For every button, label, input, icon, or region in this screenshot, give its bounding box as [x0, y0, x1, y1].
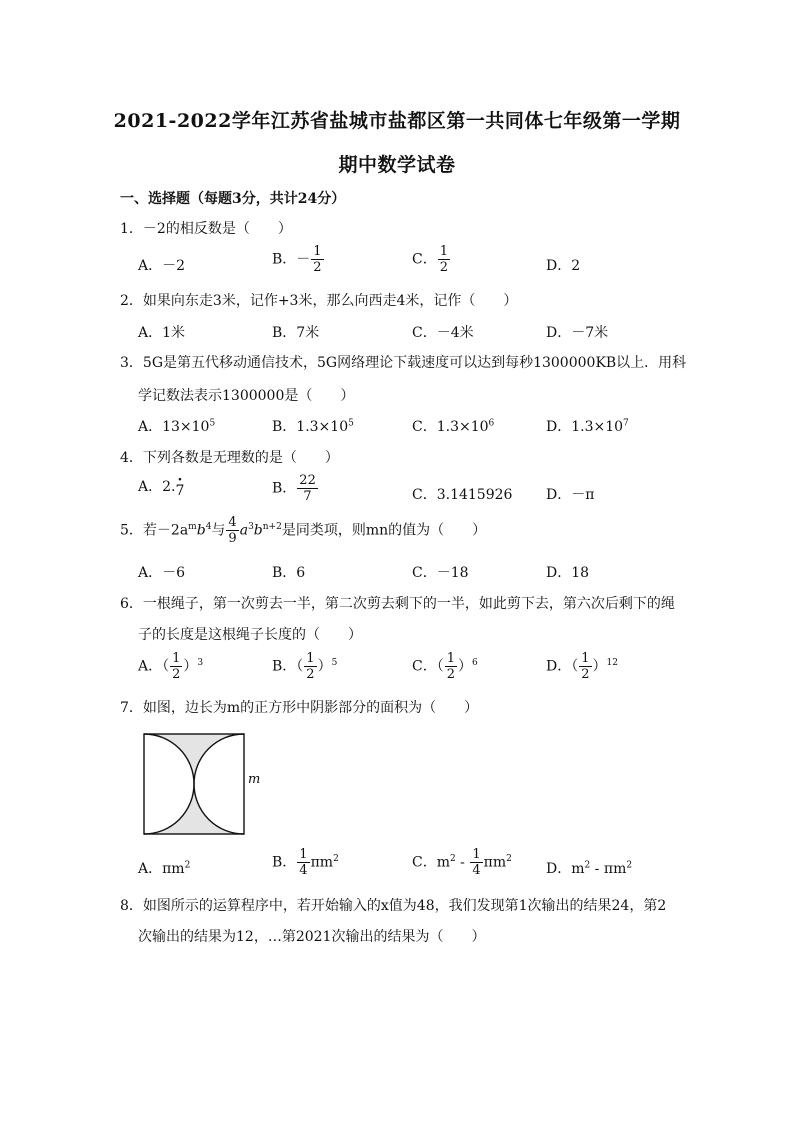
q5-sup-m: m — [188, 521, 197, 532]
q7-d-exp1: 2 — [584, 860, 591, 871]
q6-d-exp: 12 — [606, 657, 618, 668]
q6-b-den: 2 — [306, 667, 315, 682]
q5-var-b2: b — [253, 522, 263, 539]
q3-option-c — [412, 416, 494, 436]
q6-a-num: 1 — [172, 651, 181, 666]
section-heading: 一、选择题（每题3分，共计24分） — [120, 191, 346, 207]
q1-b-prefix: B．－ — [272, 251, 311, 268]
q4-a-digit: 7 — [175, 483, 185, 500]
q1-b-fraction — [311, 245, 323, 274]
q7-b-prefix: B． — [272, 854, 297, 871]
q7-c-exp1: 2 — [450, 853, 456, 864]
q3-option-a — [138, 416, 215, 436]
q6-a-close: ） — [183, 658, 198, 675]
q3-c-exp: 6 — [488, 418, 495, 429]
q2-option-d: D．－7米 — [546, 325, 609, 341]
q5-sup-n2: n+2 — [262, 521, 282, 532]
q6-b-exp: 5 — [331, 657, 338, 668]
q1-option-a: A．－2 — [138, 258, 186, 274]
q6-a-exp: 3 — [197, 657, 204, 668]
repeating-dot: · — [177, 472, 183, 488]
q1-b-num: 1 — [313, 244, 322, 259]
q6-c-den: 2 — [446, 667, 455, 682]
q6-c-open: C．（ — [412, 658, 444, 675]
q5-option-a: A．－6 — [138, 565, 186, 581]
q6-b-num: 1 — [306, 651, 315, 666]
q5-sup-3: 3 — [248, 521, 254, 532]
q7-option-d — [546, 858, 632, 878]
q1-option-d: D．2 — [546, 258, 581, 274]
q2-option-c: C．－4米 — [412, 325, 474, 341]
q6-a-open: A．（ — [138, 658, 170, 675]
q7-b-den: 4 — [299, 863, 308, 878]
q1-option-b — [272, 245, 325, 274]
q7-c-prefix: C．m — [412, 854, 450, 871]
q1-c-fraction — [438, 245, 450, 274]
q3-b-base: B．1.3×10 — [272, 419, 349, 435]
q7-b-num: 1 — [299, 847, 308, 862]
q6-option-b — [272, 652, 337, 681]
q2-option-b: B．7米 — [272, 325, 320, 341]
q7-option-a — [138, 858, 190, 878]
q4-option-c: C．3.1415926 — [412, 487, 513, 503]
q3-b-exp: 5 — [348, 418, 354, 429]
question-3-stem-line2: 学记数法表示1300000是（ ） — [138, 388, 355, 404]
q6-option-c — [412, 652, 478, 681]
q5-frac-den: 9 — [228, 531, 237, 546]
q3-option-d — [546, 416, 629, 436]
q6-c-fraction — [445, 652, 457, 681]
q7-a-text: A．πm — [138, 861, 185, 877]
q6-d-fraction — [579, 652, 591, 681]
q5-var-b: b — [196, 522, 206, 539]
q7-c-exp2: 2 — [506, 853, 512, 864]
q6-c-num: 1 — [446, 651, 455, 666]
q6-d-num: 1 — [581, 651, 590, 666]
q3-d-base: D．1.3×10 — [546, 419, 624, 435]
q6-c-close: ） — [458, 658, 472, 675]
q5-option-c: C．－18 — [412, 565, 469, 581]
q7-a-exp: 2 — [184, 860, 191, 871]
q5-with: 与 — [211, 522, 226, 539]
q5-option-b: B．6 — [272, 565, 306, 581]
q7-option-b — [272, 848, 339, 877]
q4-option-b — [272, 474, 319, 503]
q6-b-fraction — [304, 652, 316, 681]
q7-c-fraction — [470, 848, 482, 877]
q1-c-num: 1 — [439, 244, 448, 259]
q4-b-den: 7 — [303, 489, 312, 504]
q6-option-d — [546, 652, 618, 681]
q4-a-repeating-digit — [175, 472, 185, 500]
q3-d-exp: 7 — [623, 418, 629, 429]
question-4-stem: 4．下列各数是无理数的是（ ） — [120, 450, 339, 466]
q5-var-a: a — [239, 522, 249, 539]
q7-b-suffix: πm — [310, 854, 334, 871]
question-2-stem: 2．如果向东走3米，记作+3米，那么向西走4米，记作（ ） — [120, 293, 518, 309]
q7-c-num: 1 — [472, 847, 481, 862]
q4-b-fraction — [297, 474, 318, 503]
question-1-stem: 1．－2的相反数是（ ） — [120, 221, 292, 237]
q5-frac-num: 4 — [228, 515, 237, 530]
q3-option-b — [272, 416, 354, 436]
q6-d-close: ） — [592, 658, 607, 675]
q4-option-a — [138, 472, 185, 500]
question-6-stem-line1: 6．一根绳子，第一次剪去一半，第二次剪去剩下的一半，如此剪下去，第六次后剩下的绳 — [120, 596, 675, 612]
q1-option-c — [412, 245, 451, 274]
q6-d-open: D．（ — [546, 658, 579, 675]
q6-c-exp: 6 — [472, 657, 478, 668]
exam-title-line2: 期中数学试卷 — [338, 154, 456, 176]
q6-b-close: ） — [317, 658, 332, 675]
question-3-stem-line1: 3．5G是第五代移动通信技术，5G网络理论下载速度可以达到每秒1300000KB以上．用科 — [120, 355, 687, 371]
q1-c-den: 2 — [439, 260, 448, 275]
question-8-stem-line2: 次输出的结果为12，…第2021次输出的结果为（ ） — [138, 929, 486, 945]
q4-b-prefix: B． — [272, 480, 297, 497]
q7-c-den: 4 — [472, 863, 481, 878]
q4-a-prefix: A．2. — [138, 479, 176, 496]
q7-c-suffix: πm — [483, 854, 507, 871]
q5-option-d: D．18 — [546, 565, 590, 581]
q4-option-d: D．－π — [546, 487, 595, 503]
q6-a-fraction — [170, 652, 182, 681]
q6-a-den: 2 — [172, 667, 181, 682]
q7-d-prefix: D．m — [546, 861, 585, 877]
q3-c-base: C．1.3×10 — [412, 419, 489, 435]
q7-d-suffix: - πm — [590, 861, 627, 877]
q6-b-open: B．（ — [272, 658, 304, 675]
question-7-stem: 7．如图，边长为m的正方形中阴影部分的面积为（ ） — [120, 700, 479, 716]
q2-option-a: A．1米 — [138, 325, 186, 341]
q7-d-exp2: 2 — [626, 860, 633, 871]
q6-option-a — [138, 652, 203, 681]
q4-b-num: 22 — [299, 473, 316, 488]
q7-b-fraction — [297, 848, 309, 877]
question-5-stem — [120, 516, 486, 545]
q7-c-minus: - — [455, 854, 470, 871]
q3-a-exp: 5 — [209, 418, 216, 429]
q1-c-prefix: C． — [412, 251, 437, 268]
q7-b-exp: 2 — [333, 853, 339, 864]
exam-title-line1: 2021-2022学年江苏省盐城市盐都区第一共同体七年级第一学期 — [113, 110, 681, 132]
q6-d-den: 2 — [581, 667, 590, 682]
q5-sup-4: 4 — [205, 521, 212, 532]
q5-fraction — [226, 516, 238, 545]
q5-stem-pre: 5．若－2a — [120, 522, 189, 539]
question-6-stem-line2: 子的长度是这根绳子长度的（ ） — [138, 627, 362, 643]
question-8-stem-line1: 8．如图所示的运算程序中，若开始输入的x值为48，我们发现第1次输出的结果24，第2 — [120, 898, 667, 914]
q1-b-den: 2 — [313, 260, 322, 275]
q3-a-base: A．13×10 — [138, 419, 210, 435]
q7-option-c — [412, 848, 512, 877]
square-shaded-figure — [142, 732, 246, 836]
side-length-label: m — [248, 772, 261, 787]
q5-stem-post: 是同类项，则mn的值为（ ） — [281, 522, 487, 539]
